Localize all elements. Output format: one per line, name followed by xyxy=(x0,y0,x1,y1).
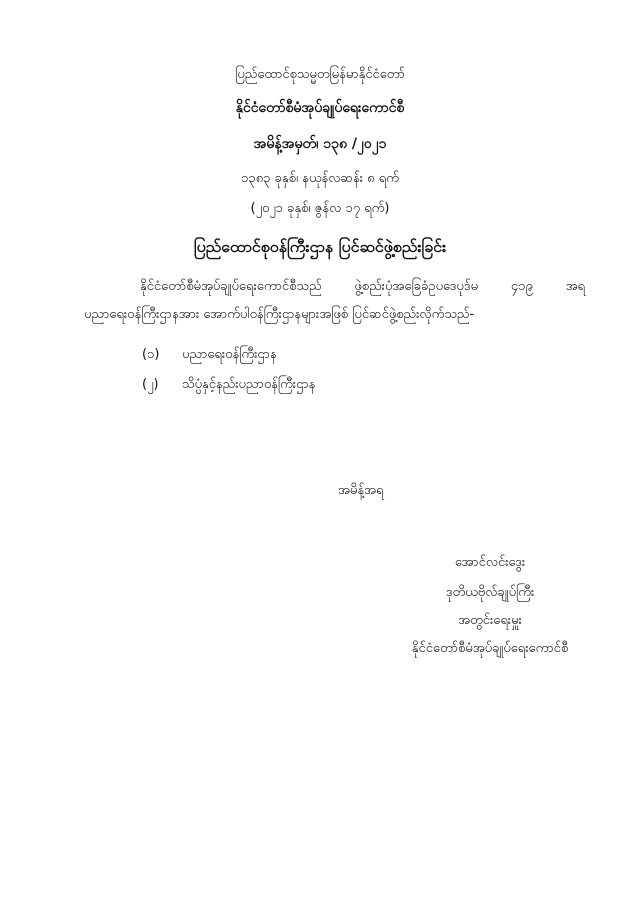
signatory-position: အတွင်းရေးမှူး xyxy=(458,613,522,628)
para-word: ၄၁၉ xyxy=(510,279,533,294)
signatory-organization: နိုင်ငံတော်စီမံအုပ်ချုပ်ရေးကောင်စီ xyxy=(411,641,569,656)
list-item-text: သိပ္ပံနှင့်နည်းပညာဝန်ကြီးဌာန xyxy=(182,377,316,392)
date-gregorian: (၂၀၂၁ ခုနှစ်၊ ဇွန်လ ၁၇ ရက်) xyxy=(250,201,390,216)
para-word: နိုင်ငံတော်စီမံအုပ်ချုပ်ရေးကောင်စီသည် xyxy=(140,279,322,294)
paragraph-line-2: ပညာရေးဝန်ကြီးဌာနအား အောက်ပါဝန်ကြီးဌာနများအဖြစ် ပြင်ဆင်ဖွဲ့စည်းလိုက်သည်- xyxy=(84,307,475,322)
list-item-text: ပညာရေးဝန်ကြီးဌာန xyxy=(182,347,277,362)
council-name: နိုင်ငံတော်စီမံအုပ်ချုပ်ရေးကောင်စီ xyxy=(235,100,405,116)
list-item-number: (၁) xyxy=(142,347,160,362)
paragraph-line-1 xyxy=(140,278,585,297)
signatory-rank: ဒုတိယဗိုလ်ချုပ်ကြီး xyxy=(445,585,535,600)
document-title: ပြည်ထောင်စုဝန်ကြီးဌာန ပြင်ဆင်ဖွဲ့စည်းခြင်း xyxy=(193,237,447,256)
republic-name: ပြည်ထောင်စုသမ္မတမြန်မာနိုင်ငံတော် xyxy=(235,67,405,82)
para-word: ဖွဲ့စည်းပုံအခြေခံဥပဒေပုဒ်မ xyxy=(354,279,479,294)
signatory-name: အောင်လင်းဒွေး xyxy=(454,555,526,570)
order-number: အမိန့်အမှတ်၊ ၁၃၈ /၂၀၂၁ xyxy=(253,136,387,152)
list-item-number: (၂) xyxy=(142,377,159,392)
date-myanmar: ၁၃၈၃ ခုနှစ်၊ နယုန်လဆန်း ၈ ရက် xyxy=(241,171,399,186)
closing-text: အမိန့်အရ xyxy=(338,483,384,498)
para-word: အရ xyxy=(565,279,585,294)
